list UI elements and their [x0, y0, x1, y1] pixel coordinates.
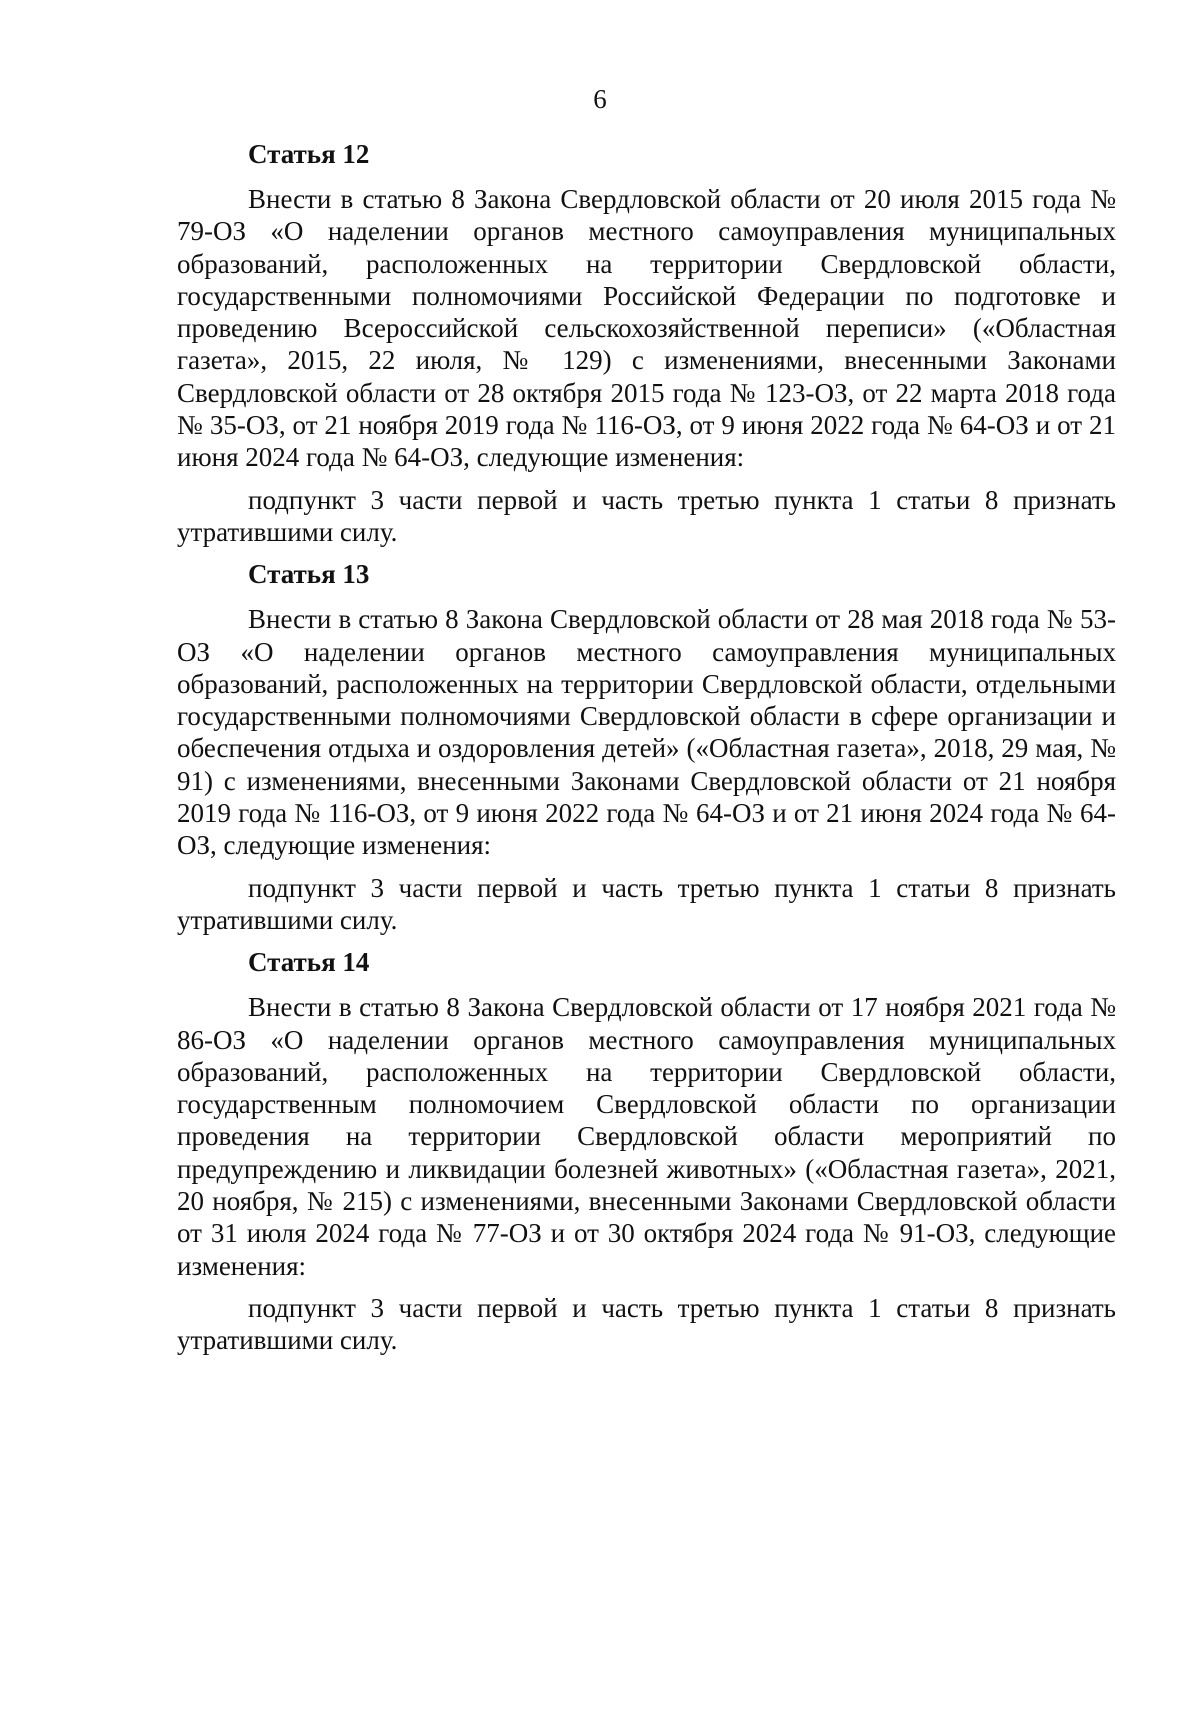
article-heading: Статья 14	[248, 947, 370, 978]
document-body	[177, 138, 1116, 1367]
article-12	[177, 138, 1116, 548]
page-number: 6	[593, 84, 607, 114]
article-paragraph: Внести в статью 8 Закона Свердловской области от 20 июля 2015 года № 79-ОЗ «О наделении органов местного самоуправления муниципальных образований, расположенных на территории Свердловской области, государственными полномочиями Российской Федерации по подготовке и проведению Всероссийской сельскохозяйственной переписи» («Областная газета», 2015, 22 июля, № 129) с изменениями, внесенными Законами Свердловской области от 28 октября 2015 года № 123-ОЗ, от 22 марта 2018 года № 35-ОЗ, от 21 ноября 2019 года № 116-ОЗ, от 9 июня 2022 года № 64-ОЗ и от 21 июня 2024 года № 64-ОЗ, следующие изменения:	[177, 184, 1116, 473]
article-paragraph: Внести в статью 8 Закона Свердловской области от 28 мая 2018 года № 53-ОЗ «О наделении органов местного самоуправления муниципальных образований, расположенных на территории Свердловской области, отдельными государственными полномочиями Свердловской области в сфере организации и обеспечения отдыха и оздоровления детей» («Областная газета», 2018, 29 мая, № 91) с изменениями, внесенными Законами Свердловской области от 21 ноября 2019 года № 116-ОЗ, от 9 июня 2022 года № 64-ОЗ и от 21 июня 2024 года № 64-ОЗ, следующие изменения:	[177, 604, 1116, 861]
article-13	[177, 558, 1116, 936]
article-paragraph: Внести в статью 8 Закона Свердловской области от 17 ноября 2021 года № 86-ОЗ «О наделении органов местного самоуправления муниципальных образований, расположенных на территории Свердловской области, государственным полномочием Свердловской области по организации проведения на территории Свердловской области мероприятий по предупреждению и ликвидации болезней животных» («Областная газета», 2021, 20 ноября, № 215) с изменениями, внесенными Законами Свердловской области от 31 июля 2024 года № 77-ОЗ и от 30 октября 2024 года № 91-ОЗ, следующие изменения:	[177, 992, 1116, 1281]
article-paragraph: подпункт 3 части первой и часть третью пункта 1 статьи 8 признать утратившими силу.	[177, 484, 1116, 547]
article-paragraph: подпункт 3 части первой и часть третью пункта 1 статьи 8 признать утратившими силу.	[177, 872, 1116, 935]
article-14	[177, 946, 1116, 1356]
article-heading: Статья 13	[248, 559, 370, 590]
article-heading: Статья 12	[248, 139, 370, 169]
article-paragraph: подпункт 3 части первой и часть третью пункта 1 статьи 8 признать утратившими силу.	[177, 1292, 1116, 1356]
